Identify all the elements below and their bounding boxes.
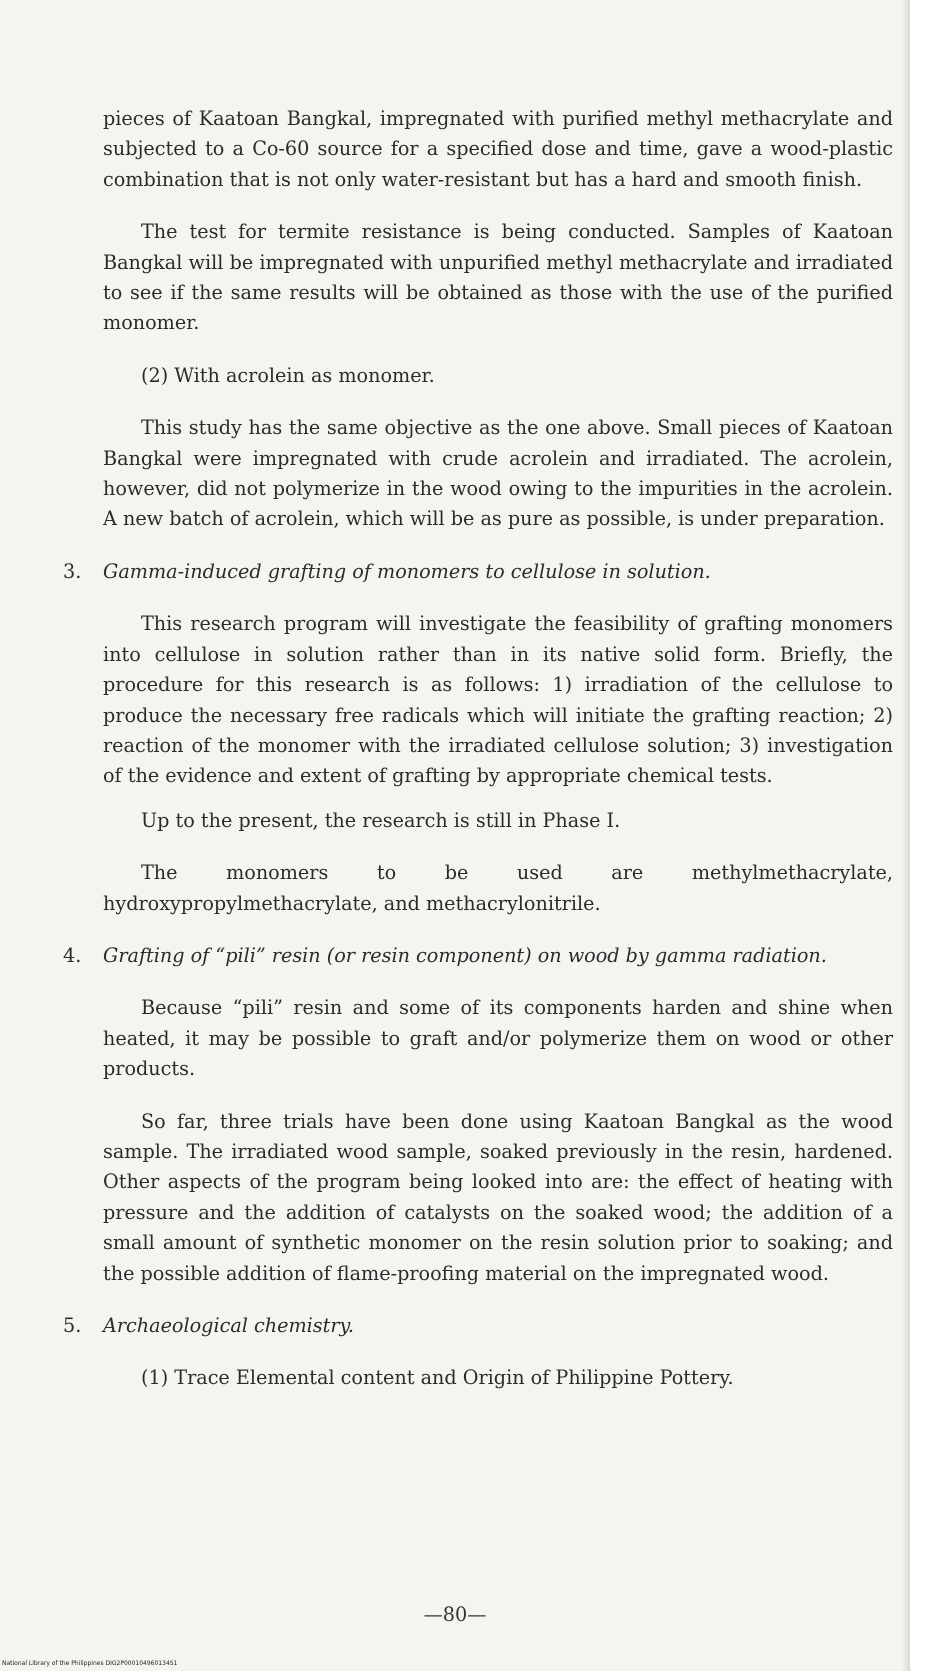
section-title: Grafting of “pili” resin (or resin component) on wood by gamma radiation. — [103, 943, 827, 967]
paragraph-grafting-program: This research program will investigate the feasibility of grafting monomers into cellulose in solution rather than in its native solid form. Briefly, the procedure for this research is as follows: 1) irradiation of the cellulose to produce the necessary free radicals which will initiate the grafting reaction; 2) reaction of the monomer with the irradiated cellulose solution; 3) investigation of the evidence and extent of grafting by appropriate chemical tests. — [103, 612, 893, 788]
paragraph-phase: Up to the present, the research is still in Phase I. — [141, 808, 621, 832]
page-number: —80— — [423, 1603, 487, 1626]
section-heading-3 — [63, 557, 893, 587]
paragraph-trials: So far, three trials have been done using Kaatoan Bangkal as the wood sample. The irradiated wood sample, soaked previously in the resin, hardened. Other aspects of the program being looked into are: the effect of heating with pressure and the addition of catalysts on the soaked wood; the addition of a small amount of synthetic monomer on the resin solution prior to soaking; and the possible addition of flame-proofing material on the impregnated wood. — [103, 1109, 893, 1285]
paragraph-continuation: pieces of Kaatoan Bangkal, impregnated with purified methyl methacrylate and subjected to a Co-60 source for a specified dose and time, gave a wood-plastic combination that is not only water-resistant but has a hard and smooth finish. — [103, 107, 893, 191]
subheading-acrolein: (2) With acrolein as monomer. — [141, 363, 435, 387]
subheading-pottery: (1) Trace Elemental content and Origin of Philippine Pottery. — [141, 1366, 734, 1390]
library-footer: National Library of the Philippines DIG2P000104960134S1 — [2, 1660, 178, 1667]
scan-edge-shadow — [902, 0, 910, 1671]
paragraph-pili-resin: Because “pili” resin and some of its components harden and shine when heated, it may be possible to graft and/or polymerize them on wood or other products. — [103, 996, 893, 1081]
section-number: 3. — [63, 559, 82, 583]
page-margin — [910, 0, 928, 1671]
section-title: Archaeological chemistry. — [103, 1314, 354, 1337]
document-body — [63, 104, 893, 1416]
paragraph-acrolein-study: This study has the same objective as the one above. Small pieces of Kaatoan Bangkal were impregnated with crude acrolein and irradiated. The acrolein, however, did not polymerize in the wood owing to the impurities in the acrolein. A new batch of acrolein, which will be as pure as possible, is under preparation. — [103, 416, 893, 531]
section-number: 5. — [63, 1314, 82, 1337]
section-number: 4. — [63, 943, 82, 967]
paragraph-monomers: The monomers to be used are methylmethacrylate, hydroxypropylmethacrylate, and methacrylonitrile. — [103, 861, 893, 915]
section-title: Gamma-induced grafting of monomers to cellulose in solution. — [103, 559, 711, 583]
section-heading-4 — [63, 941, 893, 971]
section-heading-5 — [63, 1311, 893, 1341]
paragraph-termite-test: The test for termite resistance is being conducted. Samples of Kaatoan Bangkal will be impregnated with unpurified methyl methacrylate and irradiated to see if the same results will be obtained as those with the use of the purified monomer. — [103, 220, 893, 335]
